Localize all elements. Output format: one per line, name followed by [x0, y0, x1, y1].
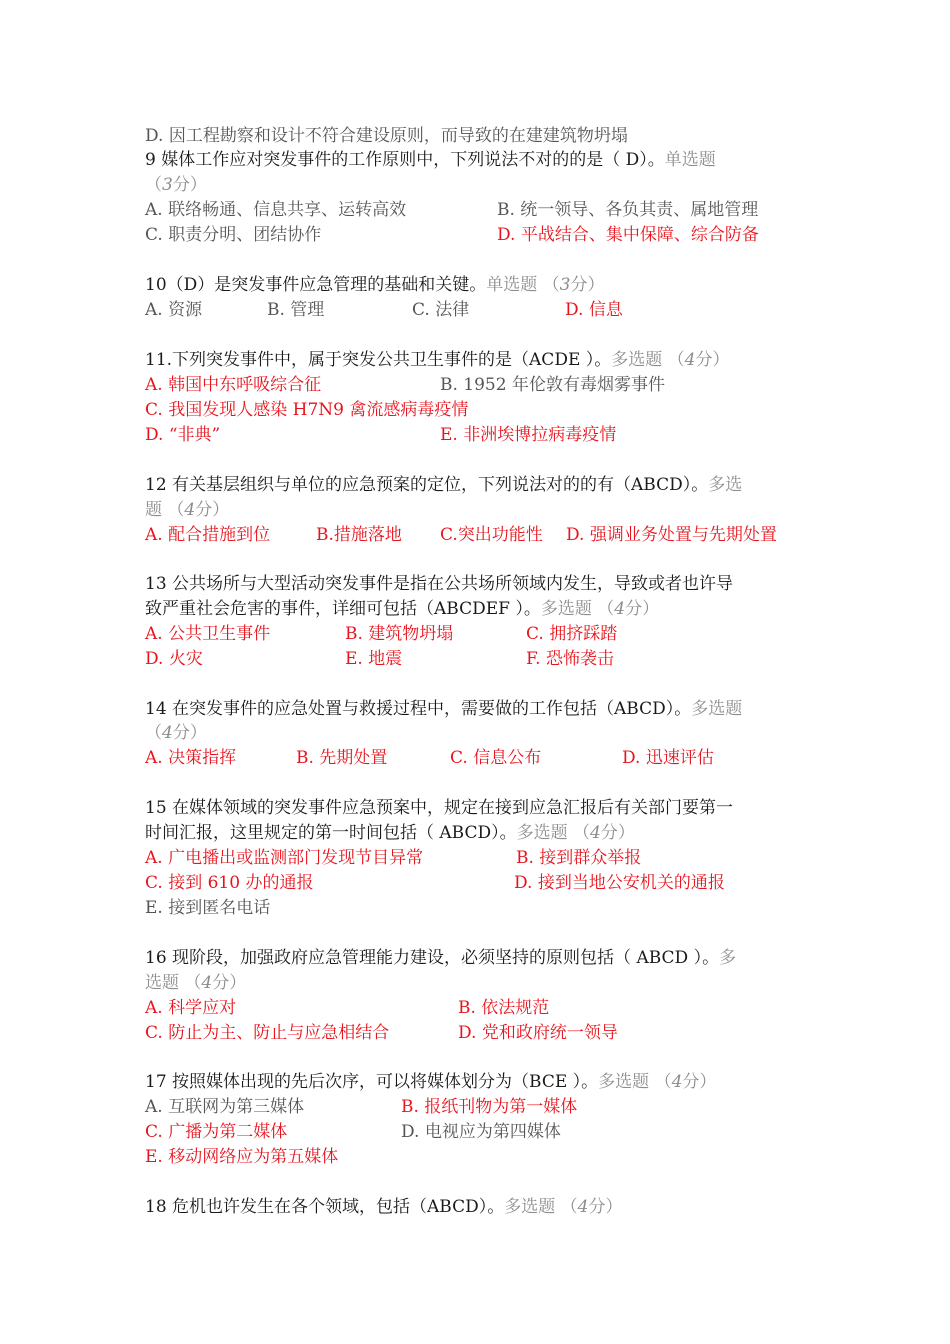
option-b-correct: B.措施落地 [316, 525, 402, 545]
question-15-option-e: E. 接到匿名电话 [145, 898, 271, 918]
question-type: 单选题 [664, 150, 716, 170]
option-d: D. 电视应为第四媒体 [401, 1122, 561, 1142]
question-13-stem-line-2: 致严重社会危害的事件，详细可包括（ABCDEF ）。多选题 （4分） [145, 599, 660, 619]
question-10-options [145, 298, 845, 323]
option-b-correct: B. 依法规范 [458, 998, 550, 1018]
question-14-stem: 14 在突发事件的应急处置与救援过程中，需要做的工作包括（ABCD）。多选题 [145, 699, 743, 719]
option-f-correct: F. 恐怖袭击 [526, 649, 614, 669]
question-12-options [145, 523, 845, 548]
question-type: 单选题 [486, 275, 538, 295]
question-11-option-c-correct: C. 我国发现人感染 H7N9 禽流感病毒疫情 [145, 400, 469, 420]
question-8-option-d: D. 因工程勘察和设计不符合建设原则，而导致的在建建筑物坍塌 [145, 126, 628, 146]
question-16-stem: 16 现阶段，加强政府应急管理能力建设，必须坚持的原则包括（ ABCD ）。多 [145, 948, 737, 968]
option-a: A. 资源 [145, 300, 203, 320]
option-a-correct: A. 决策指挥 [145, 748, 237, 768]
option-a-correct: A. 配合措施到位 [145, 525, 271, 545]
question-17-option-e-correct: E. 移动网络应为第五媒体 [145, 1147, 339, 1167]
question-17-stem: 17 按照媒体出现的先后次序，可以将媒体划分为（BCE ）。多选题 （4分） [145, 1072, 717, 1092]
question-14-options [145, 746, 845, 771]
option-e-correct: E. 非洲埃博拉病毒疫情 [440, 425, 617, 445]
option-b: B. 管理 [267, 300, 325, 320]
question-type: 多 [719, 948, 737, 968]
option-c-correct: C. 拥挤踩踏 [526, 624, 618, 644]
option-b-correct: B. 报纸刊物为第一媒体 [401, 1097, 578, 1117]
option-c-correct: C. 接到 610 办的通报 [145, 873, 314, 893]
option-a: A. 联络畅通、信息共享、运转高效 [145, 200, 407, 220]
question-17-options-row-1 [145, 1095, 845, 1120]
question-18-stem: 18 危机也许发生在各个领域，包括（ABCD）。多选题 （4分） [145, 1197, 623, 1217]
option-b: B. 统一领导、各负其责、属地管理 [497, 200, 759, 220]
option-c-correct: C. 防止为主、防止与应急相结合 [145, 1023, 390, 1043]
option-b-correct: B. 先期处置 [296, 748, 388, 768]
option-d-correct: D. “非典” [145, 425, 221, 445]
question-15-options-row-1 [145, 846, 845, 871]
question-16-options-row-1 [145, 996, 845, 1021]
question-17-options-row-2 [145, 1120, 845, 1145]
question-16-options-row-2 [145, 1021, 845, 1046]
question-stem-text: 9 媒体工作应对突发事件的工作原则中，下列说法不对的的是（ D）。 [145, 150, 665, 170]
question-11-options-row-3 [145, 423, 845, 448]
question-type: 多选题 [611, 350, 663, 370]
option-c-correct: C. 广播为第二媒体 [145, 1122, 288, 1142]
option-c: C. 法律 [412, 300, 470, 320]
option-c-correct: C. 信息公布 [450, 748, 542, 768]
option-d-correct: D. 平战结合、集中保障、综合防备 [497, 225, 759, 245]
option-e-correct: E. 地震 [345, 649, 403, 669]
question-type: 多选题 [540, 599, 592, 619]
question-type: 多选题 [516, 823, 568, 843]
question-type: 多选 [708, 475, 743, 495]
option-d-correct: D. 接到当地公安机关的通报 [514, 873, 725, 893]
option-a-correct: A. 公共卫生事件 [145, 624, 271, 644]
option-d-correct: D. 党和政府统一领导 [458, 1023, 618, 1043]
question-13-options-row-2 [145, 647, 845, 672]
question-15-options-row-2 [145, 871, 845, 896]
question-9-options-row-1 [145, 198, 845, 223]
question-14-score: （4分） [145, 723, 207, 743]
option-a: A. 互联网为第三媒体 [145, 1097, 305, 1117]
option-b: B. 1952 年伦敦有毒烟雾事件 [440, 375, 665, 395]
option-d-correct: D. 信息 [565, 300, 623, 320]
question-type: 多选题 [504, 1197, 556, 1217]
option-d-correct: D. 迅速评估 [622, 748, 714, 768]
question-10-stem: 10（D）是突发事件应急管理的基础和关键。单选题 （3分） [145, 275, 605, 295]
option-c-correct: C.突出功能性 [440, 525, 543, 545]
option-b-correct: B. 建筑物坍塌 [345, 624, 454, 644]
question-type: 多选题 [598, 1072, 650, 1092]
question-13-options-row-1 [145, 622, 845, 647]
question-12-score: 题 （4分） [145, 500, 230, 520]
option-a-correct: A. 韩国中东呼吸综合征 [145, 375, 322, 395]
question-16-score: 选题 （4分） [145, 973, 247, 993]
option-b-correct: B. 接到群众举报 [516, 848, 642, 868]
question-15-stem-line-2: 时间汇报，这里规定的第一时间包括（ ABCD）。多选题 （4分） [145, 823, 635, 843]
question-15-stem-line-1: 15 在媒体领域的突发事件应急预案中，规定在接到应急汇报后有关部门要第一 [145, 798, 734, 818]
question-13-stem-line-1: 13 公共场所与大型活动突发事件是指在公共场所领域内发生，导致或者也许导 [145, 574, 734, 594]
question-11-options-row-1 [145, 373, 845, 398]
question-type: 多选题 [691, 699, 743, 719]
option-d-correct: D. 强调业务处置与先期处置 [566, 525, 777, 545]
question-11-stem: 11.下列突发事件中，属于突发公共卫生事件的是（ACDE ）。多选题 （4分） [145, 350, 730, 370]
question-9-options-row-2 [145, 223, 845, 248]
question-9-score: （3分） [145, 175, 207, 195]
option-d-correct: D. 火灾 [145, 649, 203, 669]
question-9-stem [145, 148, 716, 173]
option-a-correct: A. 广电播出或监测部门发现节目异常 [145, 848, 424, 868]
question-12-stem: 12 有关基层组织与单位的应急预案的定位，下列说法对的的有（ABCD）。多选 [145, 475, 743, 495]
option-c: C. 职责分明、团结协作 [145, 225, 322, 245]
option-a-correct: A. 科学应对 [145, 998, 237, 1018]
